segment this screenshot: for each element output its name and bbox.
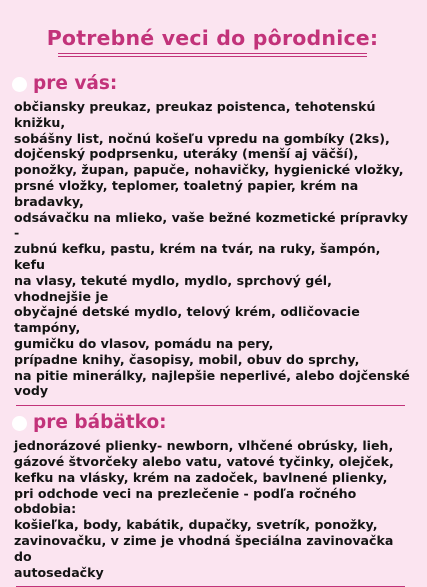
section-divider: [16, 405, 405, 406]
section-title-for-you: pre vás:: [33, 73, 118, 94]
item-list-text-mother: občiansky preukaz, preukaz poistenca, tehotenskú knižku, sobášny list, nočnú košeľu vpredu na gombíky (2ks), dojčenský podprsenku, uteráky (menší aj väčší), ponožky, župan, papuče, nohavičky, hygienické vložky, prsné vložky, teplomer, toaletný papier, krém na bradavky, odsávačku na mlieko, vaše bežné kozmetické prípravky - zubnú kefku, pastu, krém na tvár, na ruky, šampón, kefu na vlasy, tekuté mydlo, mydlo, sprchový gél, vhodnejšie je obyčajné detské mydlo, telový krém, odličovacie tampóny, gumičku do vlasov, pomádu na pery, prípadne knihy, časopisy, mobil, obuv do sprchy, na pitie minerálky, najlepšie neperlivé, alebo dojčenské vody: [14, 99, 410, 399]
section-for-mother: [14, 73, 411, 406]
section-title-for-baby: pre bábätko:: [33, 412, 167, 434]
bullet-circle-icon: [12, 77, 27, 92]
section-for-baby: [14, 412, 411, 587]
bullet-circle-icon: [12, 416, 27, 431]
section-header: [14, 412, 411, 434]
page-title: Potrebné veci do pôrodnice:: [46, 26, 379, 50]
section-header: [14, 73, 411, 95]
title-divider: [58, 53, 367, 57]
item-list-text-baby: jednorázové plienky- newborn, vlhčené obrúsky, lieh, gázové štvorčeky alebo vatu, vatové tyčinky, olejček, kefku na vlásky, krém na zadoček, bavlnené plienky, pri odchode veci na prezlečenie - podľa ročného obdobia: košieľka, body, kabátik, dupačky, svetrík, ponožky, zavinovačku, v zime je vhodná špeciálna zavinovačka do autosedačky: [14, 438, 394, 580]
